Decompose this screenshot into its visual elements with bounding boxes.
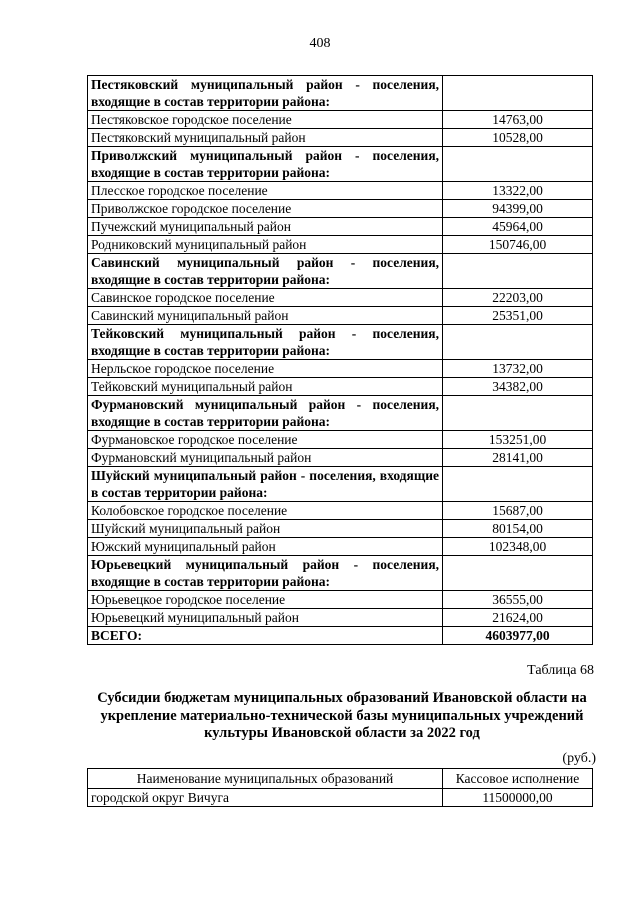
municipality-name-cell: Пестяковский муниципальный район bbox=[88, 129, 443, 147]
amount-cell: 45964,00 bbox=[443, 218, 593, 236]
municipality-name-cell: Шуйский муниципальный район bbox=[88, 520, 443, 538]
amount-cell: 25351,00 bbox=[443, 307, 593, 325]
table-body bbox=[88, 789, 593, 807]
table-row bbox=[88, 236, 593, 254]
table-header-row bbox=[88, 769, 593, 789]
group-header-row bbox=[88, 147, 593, 182]
municipality-name-cell: Тейковский муниципальный район bbox=[88, 378, 443, 396]
table-row bbox=[88, 378, 593, 396]
amount-cell: 102348,00 bbox=[443, 538, 593, 556]
municipality-name-cell: Юрьевецкий муниципальный район bbox=[88, 609, 443, 627]
municipality-name-cell: Фурмановский муниципальный район bbox=[88, 449, 443, 467]
amount-cell: 21624,00 bbox=[443, 609, 593, 627]
total-label: ВСЕГО: bbox=[88, 627, 443, 645]
amount-cell: 13322,00 bbox=[443, 182, 593, 200]
amount-cell bbox=[443, 325, 593, 360]
amount-cell: 14763,00 bbox=[443, 111, 593, 129]
amount-cell bbox=[443, 76, 593, 111]
municipality-name-cell: Плесское городское поселение bbox=[88, 182, 443, 200]
unit-label: (руб.) bbox=[562, 751, 596, 766]
amount-cell bbox=[443, 556, 593, 591]
column-header-name: Наименование муниципальных образований bbox=[88, 769, 443, 789]
table-row bbox=[88, 502, 593, 520]
table-row bbox=[88, 289, 593, 307]
amount-cell bbox=[443, 254, 593, 289]
culture-subsidies-table bbox=[87, 768, 593, 807]
group-header-row bbox=[88, 325, 593, 360]
table-row bbox=[88, 129, 593, 147]
total-row bbox=[88, 627, 593, 645]
amount-cell: 94399,00 bbox=[443, 200, 593, 218]
amount-cell: 15687,00 bbox=[443, 502, 593, 520]
amount-cell: 28141,00 bbox=[443, 449, 593, 467]
municipality-name-cell: Шуйский муниципальный район - поселения, входящие в состав территории района: bbox=[88, 467, 443, 502]
municipality-name-cell: Савинское городское поселение bbox=[88, 289, 443, 307]
table-row bbox=[88, 789, 593, 807]
amount-cell: 36555,00 bbox=[443, 591, 593, 609]
amount-cell: 153251,00 bbox=[443, 431, 593, 449]
table-title: Субсидии бюджетам муниципальных образований Ивановской области на укрепление материально-технической базы муниципальных учреждений культуры Ивановской области за 2022 год bbox=[97, 690, 587, 741]
page-number: 408 bbox=[309, 36, 331, 51]
amount-cell: 10528,00 bbox=[443, 129, 593, 147]
amount-cell: 13732,00 bbox=[443, 360, 593, 378]
municipality-name-cell: Родниковский муниципальный район bbox=[88, 236, 443, 254]
table-row bbox=[88, 182, 593, 200]
table-row bbox=[88, 591, 593, 609]
municipality-name-cell: Южский муниципальный район bbox=[88, 538, 443, 556]
municipality-name-cell: Колобовское городское поселение bbox=[88, 502, 443, 520]
municipality-name-cell: Фурмановское городское поселение bbox=[88, 431, 443, 449]
subsidies-distribution-table bbox=[87, 75, 593, 645]
table-row bbox=[88, 111, 593, 129]
municipality-name-cell: Фурмановский муниципальный район - поселения, входящие в состав территории района: bbox=[88, 396, 443, 431]
municipality-name-cell: Приволжский муниципальный район - поселения, входящие в состав территории района: bbox=[88, 147, 443, 182]
municipality-name-cell: Савинский муниципальный район bbox=[88, 307, 443, 325]
table-row bbox=[88, 307, 593, 325]
group-header-row bbox=[88, 467, 593, 502]
table-row bbox=[88, 538, 593, 556]
table-row bbox=[88, 218, 593, 236]
municipality-name-cell: Юрьевецкое городское поселение bbox=[88, 591, 443, 609]
table-row bbox=[88, 449, 593, 467]
table-row bbox=[88, 609, 593, 627]
amount-cell bbox=[443, 396, 593, 431]
municipality-name-cell: Нерльское городское поселение bbox=[88, 360, 443, 378]
municipality-name-cell: Савинский муниципальный район - поселения, входящие в состав территории района: bbox=[88, 254, 443, 289]
amount-cell: 150746,00 bbox=[443, 236, 593, 254]
municipality-name-cell: Приволжское городское поселение bbox=[88, 200, 443, 218]
municipality-name-cell: Пучежский муниципальный район bbox=[88, 218, 443, 236]
group-header-row bbox=[88, 76, 593, 111]
amount-cell bbox=[443, 467, 593, 502]
total-amount: 4603977,00 bbox=[443, 627, 593, 645]
amount-cell: 22203,00 bbox=[443, 289, 593, 307]
amount-cell: 34382,00 bbox=[443, 378, 593, 396]
group-header-row bbox=[88, 254, 593, 289]
table-row bbox=[88, 431, 593, 449]
municipality-name-cell: Юрьевецкий муниципальный район - поселения, входящие в состав территории района: bbox=[88, 556, 443, 591]
table-row bbox=[88, 520, 593, 538]
table-label: Таблица 68 bbox=[527, 663, 594, 678]
municipality-name-cell: Тейковский муниципальный район - поселения, входящие в состав территории района: bbox=[88, 325, 443, 360]
municipality-name-cell: Пестяковское городское поселение bbox=[88, 111, 443, 129]
table-row bbox=[88, 360, 593, 378]
table-row bbox=[88, 200, 593, 218]
column-header-value: Кассовое исполнение bbox=[443, 769, 593, 789]
amount-cell: 11500000,00 bbox=[443, 789, 593, 807]
group-header-row bbox=[88, 396, 593, 431]
municipality-name-cell: Пестяковский муниципальный район - поселения, входящие в состав территории района: bbox=[88, 76, 443, 111]
group-header-row bbox=[88, 556, 593, 591]
table-body bbox=[88, 76, 593, 645]
municipality-name-cell: городской округ Вичуга bbox=[88, 789, 443, 807]
amount-cell: 80154,00 bbox=[443, 520, 593, 538]
amount-cell bbox=[443, 147, 593, 182]
